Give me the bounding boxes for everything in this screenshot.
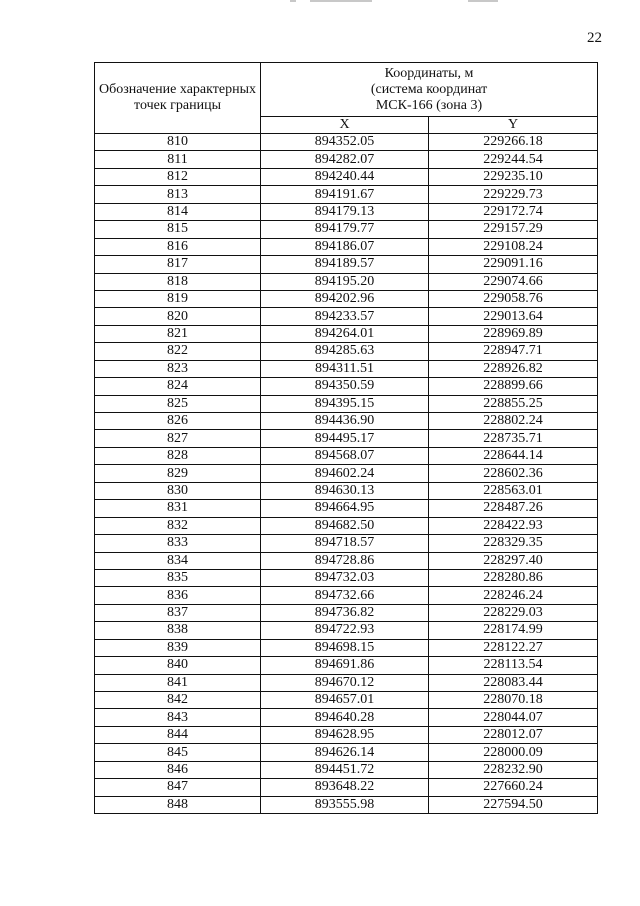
cell-point: 810: [95, 134, 261, 151]
cell-point: 838: [95, 622, 261, 639]
cell-y: 228926.82: [429, 360, 598, 377]
table-row: [95, 168, 598, 185]
cell-point: 819: [95, 290, 261, 307]
header-coordinates-line: МСК-166 (зона 3): [375, 97, 483, 113]
table-row: [95, 569, 598, 586]
cell-point: 836: [95, 587, 261, 604]
cell-point: 823: [95, 360, 261, 377]
table-row: [95, 604, 598, 621]
cell-point: 824: [95, 378, 261, 395]
cell-y: 228422.93: [429, 517, 598, 534]
table-row: [95, 639, 598, 656]
cell-y: 228232.90: [429, 761, 598, 778]
scan-artifacts: [290, 0, 510, 4]
cell-x: 894436.90: [261, 413, 429, 430]
cell-point: 822: [95, 343, 261, 360]
cell-y: 228802.24: [429, 413, 598, 430]
cell-point: 813: [95, 186, 261, 203]
cell-x: 894352.05: [261, 134, 429, 151]
cell-y: 228012.07: [429, 726, 598, 743]
cell-y: 229058.76: [429, 290, 598, 307]
table-row: [95, 622, 598, 639]
table-row: [95, 273, 598, 290]
table-row: [95, 203, 598, 220]
cell-y: 228644.14: [429, 447, 598, 464]
cell-x: 894568.07: [261, 447, 429, 464]
cell-y: 229157.29: [429, 221, 598, 238]
table-row: [95, 482, 598, 499]
cell-point: 837: [95, 604, 261, 621]
cell-point: 827: [95, 430, 261, 447]
cell-x: 894630.13: [261, 482, 429, 499]
cell-y: 229013.64: [429, 308, 598, 325]
cell-point: 834: [95, 552, 261, 569]
cell-x: 893555.98: [261, 796, 429, 813]
table-row: [95, 290, 598, 307]
cell-x: 894732.66: [261, 587, 429, 604]
header-points: Обозначение характерных точек границы: [95, 63, 261, 134]
cell-x: 894195.20: [261, 273, 429, 290]
table-row: [95, 500, 598, 517]
header-coordinates-line: (система координат: [370, 81, 488, 97]
cell-y: 228113.54: [429, 657, 598, 674]
cell-y: 229108.24: [429, 238, 598, 255]
table-row: [95, 535, 598, 552]
cell-x: 894626.14: [261, 744, 429, 761]
cell-y: 228855.25: [429, 395, 598, 412]
table-row: [95, 726, 598, 743]
table-row: [95, 779, 598, 796]
cell-x: 894732.03: [261, 569, 429, 586]
cell-x: 894670.12: [261, 674, 429, 691]
table-row: [95, 256, 598, 273]
header-coordinates: [261, 63, 598, 117]
table-row: [95, 238, 598, 255]
cell-y: 228000.09: [429, 744, 598, 761]
cell-x: 894285.63: [261, 343, 429, 360]
cell-y: 228969.89: [429, 325, 598, 342]
cell-y: 228070.18: [429, 692, 598, 709]
cell-y: 229074.66: [429, 273, 598, 290]
cell-y: 228246.24: [429, 587, 598, 604]
cell-point: 842: [95, 692, 261, 709]
cell-y: 228602.36: [429, 465, 598, 482]
table-row: [95, 378, 598, 395]
cell-x: 894640.28: [261, 709, 429, 726]
cell-x: 894628.95: [261, 726, 429, 743]
cell-point: 816: [95, 238, 261, 255]
header-x: X: [261, 117, 429, 134]
table-body: [95, 134, 598, 814]
cell-y: 229229.73: [429, 186, 598, 203]
cell-point: 818: [95, 273, 261, 290]
cell-point: 848: [95, 796, 261, 813]
cell-x: 893648.22: [261, 779, 429, 796]
cell-y: 228280.86: [429, 569, 598, 586]
table-row: [95, 413, 598, 430]
cell-y: 228735.71: [429, 430, 598, 447]
cell-x: 894311.51: [261, 360, 429, 377]
cell-y: 229172.74: [429, 203, 598, 220]
cell-point: 811: [95, 151, 261, 168]
cell-point: 829: [95, 465, 261, 482]
cell-y: 227594.50: [429, 796, 598, 813]
cell-y: 229235.10: [429, 168, 598, 185]
cell-y: 227660.24: [429, 779, 598, 796]
cell-x: 894698.15: [261, 639, 429, 656]
cell-point: 814: [95, 203, 261, 220]
cell-point: 847: [95, 779, 261, 796]
cell-point: 840: [95, 657, 261, 674]
table-row: [95, 657, 598, 674]
table-row: [95, 325, 598, 342]
table-row: [95, 709, 598, 726]
cell-y: 228297.40: [429, 552, 598, 569]
cell-y: 228044.07: [429, 709, 598, 726]
cell-point: 845: [95, 744, 261, 761]
cell-point: 826: [95, 413, 261, 430]
cell-y: 229244.54: [429, 151, 598, 168]
table-row: [95, 186, 598, 203]
cell-y: 228174.99: [429, 622, 598, 639]
cell-x: 894395.15: [261, 395, 429, 412]
table-row: [95, 151, 598, 168]
table-row: [95, 360, 598, 377]
table-row: [95, 447, 598, 464]
cell-point: 835: [95, 569, 261, 586]
cell-point: 828: [95, 447, 261, 464]
cell-x: 894179.13: [261, 203, 429, 220]
cell-point: 830: [95, 482, 261, 499]
cell-point: 820: [95, 308, 261, 325]
cell-x: 894736.82: [261, 604, 429, 621]
cell-y: 228083.44: [429, 674, 598, 691]
table-row: [95, 552, 598, 569]
scan-artifact-mark: [468, 0, 498, 2]
cell-point: 839: [95, 639, 261, 656]
cell-x: 894191.67: [261, 186, 429, 203]
table-row: [95, 395, 598, 412]
cell-point: 831: [95, 500, 261, 517]
cell-x: 894451.72: [261, 761, 429, 778]
coordinates-table: [94, 62, 598, 814]
table-row: [95, 308, 598, 325]
cell-x: 894179.77: [261, 221, 429, 238]
table-row: [95, 465, 598, 482]
table-row: [95, 430, 598, 447]
cell-x: 894264.01: [261, 325, 429, 342]
cell-x: 894240.44: [261, 168, 429, 185]
scan-artifact-mark: [290, 0, 296, 2]
cell-y: 229266.18: [429, 134, 598, 151]
cell-x: 894682.50: [261, 517, 429, 534]
cell-y: 228947.71: [429, 343, 598, 360]
cell-x: 894691.86: [261, 657, 429, 674]
cell-x: 894282.07: [261, 151, 429, 168]
table-row: [95, 674, 598, 691]
cell-point: 833: [95, 535, 261, 552]
cell-x: 894722.93: [261, 622, 429, 639]
cell-x: 894189.57: [261, 256, 429, 273]
cell-y: 228899.66: [429, 378, 598, 395]
table-row: [95, 343, 598, 360]
cell-y: 229091.16: [429, 256, 598, 273]
cell-point: 817: [95, 256, 261, 273]
cell-x: 894728.86: [261, 552, 429, 569]
table-row: [95, 761, 598, 778]
cell-y: 228122.27: [429, 639, 598, 656]
table-row: [95, 744, 598, 761]
cell-point: 841: [95, 674, 261, 691]
cell-x: 894664.95: [261, 500, 429, 517]
cell-x: 894657.01: [261, 692, 429, 709]
cell-x: 894602.24: [261, 465, 429, 482]
cell-y: 228563.01: [429, 482, 598, 499]
cell-point: 843: [95, 709, 261, 726]
cell-x: 894186.07: [261, 238, 429, 255]
cell-y: 228229.03: [429, 604, 598, 621]
cell-x: 894202.96: [261, 290, 429, 307]
cell-point: 821: [95, 325, 261, 342]
cell-y: 228487.26: [429, 500, 598, 517]
cell-point: 832: [95, 517, 261, 534]
cell-point: 825: [95, 395, 261, 412]
page-number: 22: [587, 30, 602, 46]
cell-y: 228329.35: [429, 535, 598, 552]
header-coordinates-line: Координаты, м: [384, 65, 474, 81]
cell-point: 846: [95, 761, 261, 778]
table-row: [95, 692, 598, 709]
cell-x: 894718.57: [261, 535, 429, 552]
cell-point: 812: [95, 168, 261, 185]
cell-x: 894233.57: [261, 308, 429, 325]
scan-artifact-mark: [310, 0, 372, 2]
table-row: [95, 517, 598, 534]
cell-point: 844: [95, 726, 261, 743]
table-row: [95, 221, 598, 238]
table-row: [95, 134, 598, 151]
header-y: Y: [429, 117, 598, 134]
table-row: [95, 796, 598, 813]
table-row: [95, 587, 598, 604]
cell-point: 815: [95, 221, 261, 238]
cell-x: 894350.59: [261, 378, 429, 395]
cell-x: 894495.17: [261, 430, 429, 447]
